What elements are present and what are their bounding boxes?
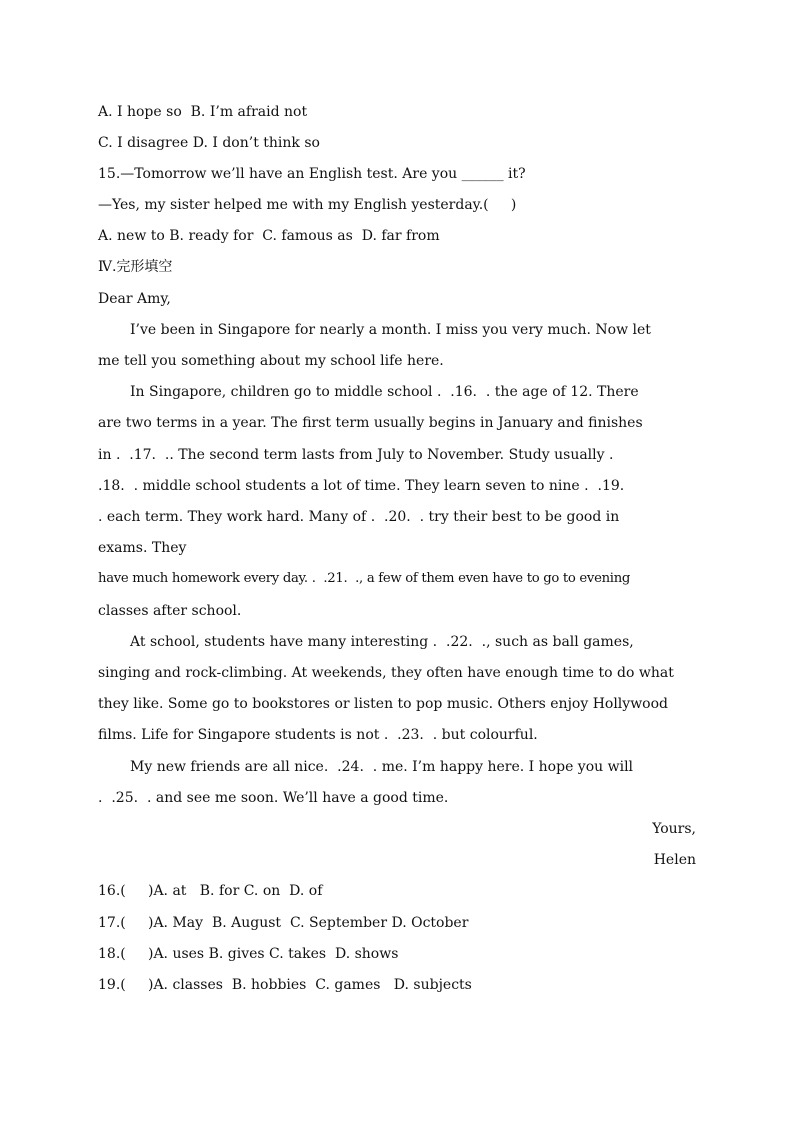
question-15-reply: —Yes, my sister helped me with my English yesterday.( ) xyxy=(98,197,517,213)
option-line-14-ab: A. I hope so B. I’m afraid not xyxy=(98,104,308,120)
letter-paragraph-4-line-1: My new friends are all nice. .24. . me. I’m happy here. I hope you will xyxy=(130,759,634,775)
letter-paragraph-3-line-3: they like. Some go to bookstores or listen to pop music. Others enjoy Hollywood xyxy=(98,696,669,712)
section-heading-cloze: Ⅳ.完形填空 xyxy=(98,259,173,275)
letter-paragraph-1-line-1: I’ve been in Singapore for nearly a month. I miss you very much. Now let xyxy=(130,322,651,338)
letter-paragraph-2-line-3: in . .17. .. The second term lasts from July to November. Study usually . xyxy=(98,447,614,463)
letter-paragraph-2-line-8: classes after school. xyxy=(98,603,242,619)
letter-paragraph-3-line-4: films. Life for Singapore students is not . .23. . but colourful. xyxy=(98,727,538,743)
question-15-options: A. new to B. ready for C. famous as D. far from xyxy=(98,228,440,244)
letter-paragraph-2-line-6: exams. They xyxy=(98,540,187,556)
letter-paragraph-3-line-1: At school, students have many interesting . .22. ., such as ball games, xyxy=(130,634,634,650)
letter-salutation: Dear Amy, xyxy=(98,291,171,307)
letter-paragraph-3-line-2: singing and rock-climbing. At weekends, they often have enough time to do what xyxy=(98,665,674,681)
letter-paragraph-1-line-2: me tell you something about my school life here. xyxy=(98,353,444,369)
question-16: 16.( )A. at B. for C. on D. of xyxy=(98,883,323,899)
question-17: 17.( )A. May B. August C. September D. October xyxy=(98,915,469,931)
letter-paragraph-2-line-2: are two terms in a year. The first term usually begins in January and finishes xyxy=(98,415,643,431)
letter-paragraph-2-line-1: In Singapore, children go to middle school . .16. . the age of 12. There xyxy=(130,384,639,400)
letter-paragraph-2-line-7: have much homework every day. . .21. ., a few of them even have to go to evening xyxy=(98,571,631,586)
letter-closing: Yours, xyxy=(652,821,696,837)
letter-paragraph-4-line-2: . .25. . and see me soon. We’ll have a good time. xyxy=(98,790,449,806)
option-line-14-cd: C. I disagree D. I don’t think so xyxy=(98,135,320,151)
letter-paragraph-2-line-4: .18. . middle school students a lot of time. They learn seven to nine . .19. xyxy=(98,478,625,494)
letter-paragraph-2-line-5: . each term. They work hard. Many of . .20. . try their best to be good in xyxy=(98,509,620,525)
question-15-stem: 15.—Tomorrow we’ll have an English test. Are you ______ it? xyxy=(98,166,526,182)
question-19: 19.( )A. classes B. hobbies C. games D. subjects xyxy=(98,977,472,993)
letter-signature: Helen xyxy=(653,852,696,868)
question-18: 18.( )A. uses B. gives C. takes D. shows xyxy=(98,946,399,962)
